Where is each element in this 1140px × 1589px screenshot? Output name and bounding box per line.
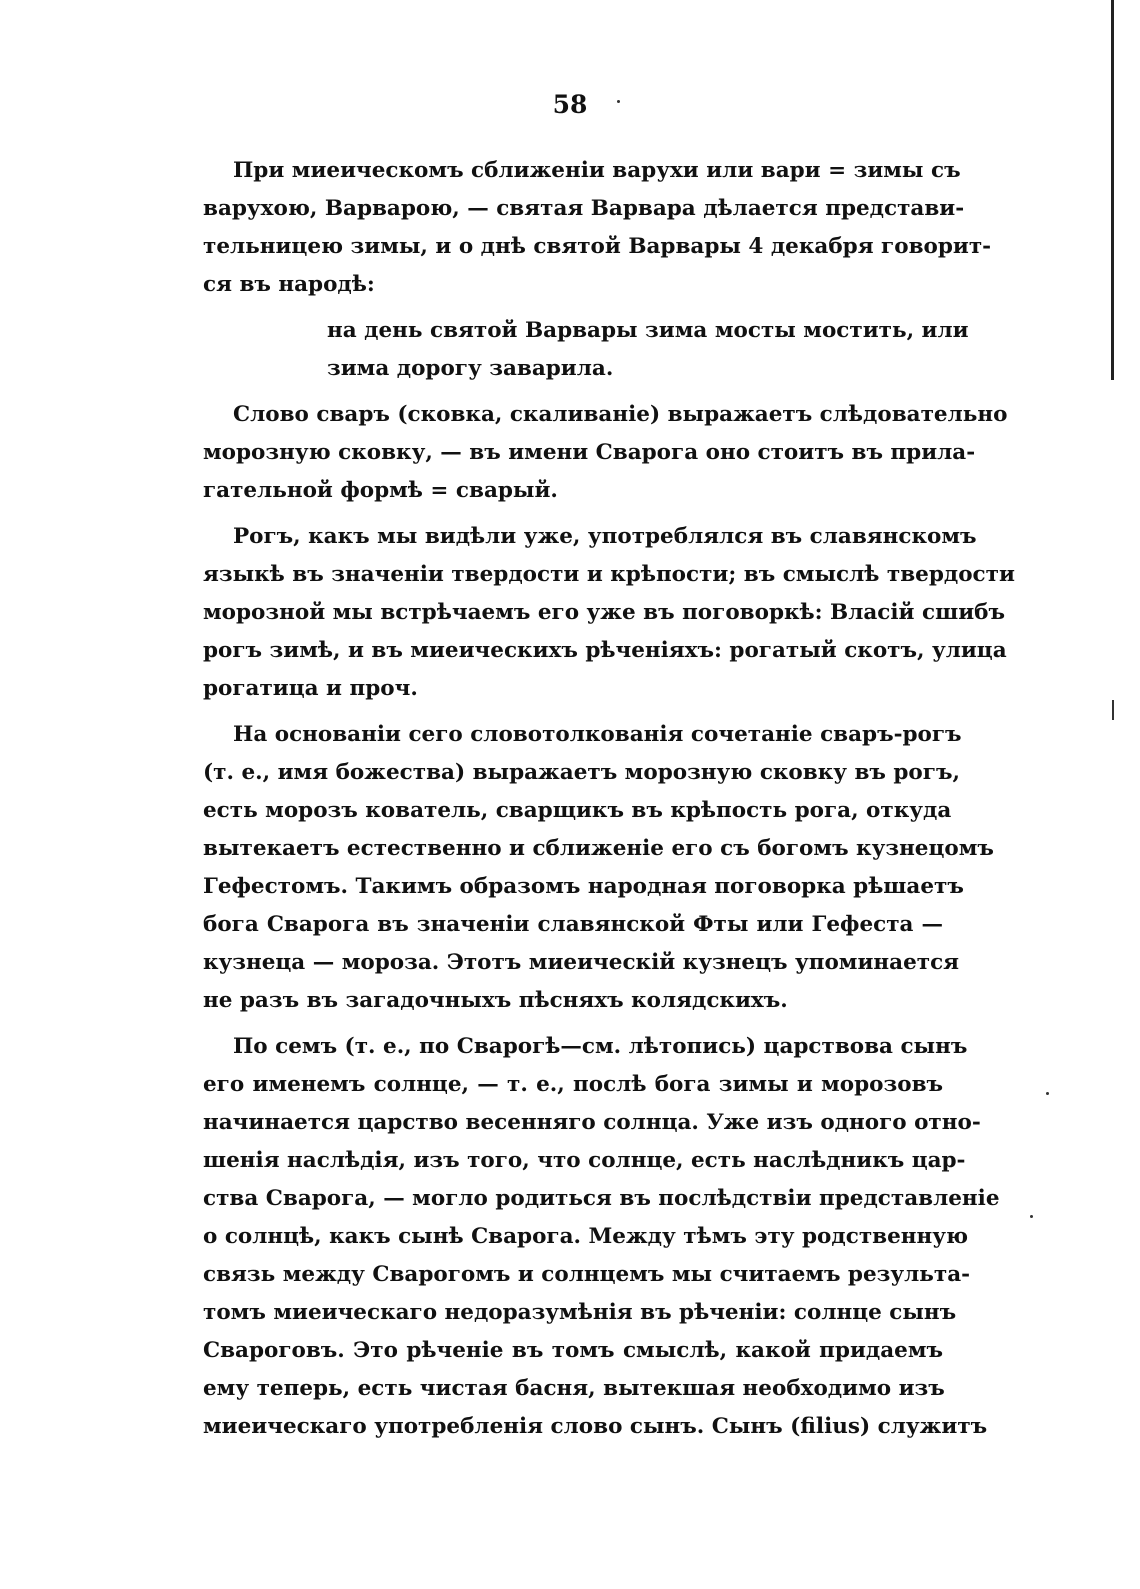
text-line: варухою, Варварою, — святая Варвара дѣлается представи- [203, 196, 965, 221]
text-line: вытекаетъ естественно и сближеніе его съ богомъ кузнецомъ [203, 836, 994, 861]
verse-line: на день святой Варвары зима мосты мостить, или [327, 318, 969, 343]
text-line: Слово сваръ (сковка, скаливаніе) выражаетъ слѣдовательно [233, 402, 1008, 427]
text-line: миеическаго употребленія слово сынъ. Сынъ (filius) служитъ [203, 1414, 988, 1439]
text-line: томъ миеическаго недоразумѣнія въ рѣченіи: солнце сынъ [203, 1300, 957, 1325]
text-line: начинается царство весенняго солнца. Уже изъ одного отно- [203, 1110, 981, 1135]
paragraph [203, 518, 1015, 708]
text-line: На основаніи сего словотолкованія сочетаніе сваръ-рогъ [233, 722, 962, 747]
paragraph [203, 396, 1008, 510]
text-line: кузнеца — мороза. Этотъ миеическій кузнецъ упоминается [203, 950, 960, 975]
text-line: не разъ въ загадочныхъ пѣсняхъ колядскихъ. [203, 988, 788, 1013]
text-line: есть морозъ кователь, сварщикъ въ крѣпость рога, откуда [203, 798, 952, 823]
text-line: (т. е., имя божества) выражаетъ морозную сковку въ рогъ, [203, 760, 960, 785]
verse-line: зима дорогу заварила. [327, 356, 614, 381]
text-line: тельницею зимы, и о днѣ святой Варвары 4 декабря говорит- [203, 234, 992, 259]
text-line: Рогъ, какъ мы видѣли уже, употреблялся въ славянскомъ [233, 524, 977, 549]
text-line: морозную сковку, — въ имени Сварога оно стоитъ въ прила- [203, 440, 976, 465]
text-line: гательной формѣ = сварый. [203, 478, 558, 503]
paragraph [203, 152, 992, 304]
text-line: При миеическомъ сближеніи варухи или вари = зимы съ [233, 158, 961, 183]
scan-speck [1046, 1092, 1049, 1095]
text-line: шенія наслѣдія, изъ того, что солнце, есть наслѣдникъ цар- [203, 1148, 966, 1173]
text-line: ему теперь, есть чистая басня, вытекшая необходимо изъ [203, 1376, 945, 1401]
text-line: рогъ зимѣ, и въ миеическихъ рѣченіяхъ: рогатый скотъ, улица [203, 638, 1007, 663]
scan-margin-line [1111, 0, 1114, 380]
page-number: 58 [552, 90, 588, 119]
text-line: морозной мы встрѣчаемъ его уже въ поговоркѣ: Власій сшибъ [203, 600, 1005, 625]
text-line: его именемъ солнце, — т. е., послѣ бога зимы и морозовъ [203, 1072, 943, 1097]
verse-quote [203, 312, 969, 388]
text-line: бога Сварога въ значеніи славянской Фты или Гефеста — [203, 912, 943, 937]
paragraph [203, 716, 994, 1020]
text-line: связь между Сварогомъ и солнцемъ мы считаемъ результа- [203, 1262, 971, 1287]
text-line: языкѣ въ значеніи твердости и крѣпости; въ смыслѣ твердости [203, 562, 1015, 587]
text-line: ся въ народѣ: [203, 272, 375, 297]
scan-margin-mark [1112, 700, 1114, 720]
page-body [203, 152, 1015, 1454]
text-line: По семъ (т. е., по Сварогѣ—см. лѣтопись) царствова сынъ [233, 1034, 968, 1059]
text-line: о солнцѣ, какъ сынѣ Сварога. Между тѣмъ эту родственную [203, 1224, 969, 1249]
scan-speck [1030, 1215, 1033, 1218]
text-line: ства Сварога, — могло родиться въ послѣдствіи представленіе [203, 1186, 1000, 1211]
text-line: Гефестомъ. Такимъ образомъ народная поговорка рѣшаетъ [203, 874, 964, 899]
text-line: рогатица и проч. [203, 676, 418, 701]
text-line: Свароговъ. Это рѣченіе въ томъ смыслѣ, какой придаемъ [203, 1338, 943, 1363]
paragraph [203, 1028, 1000, 1446]
